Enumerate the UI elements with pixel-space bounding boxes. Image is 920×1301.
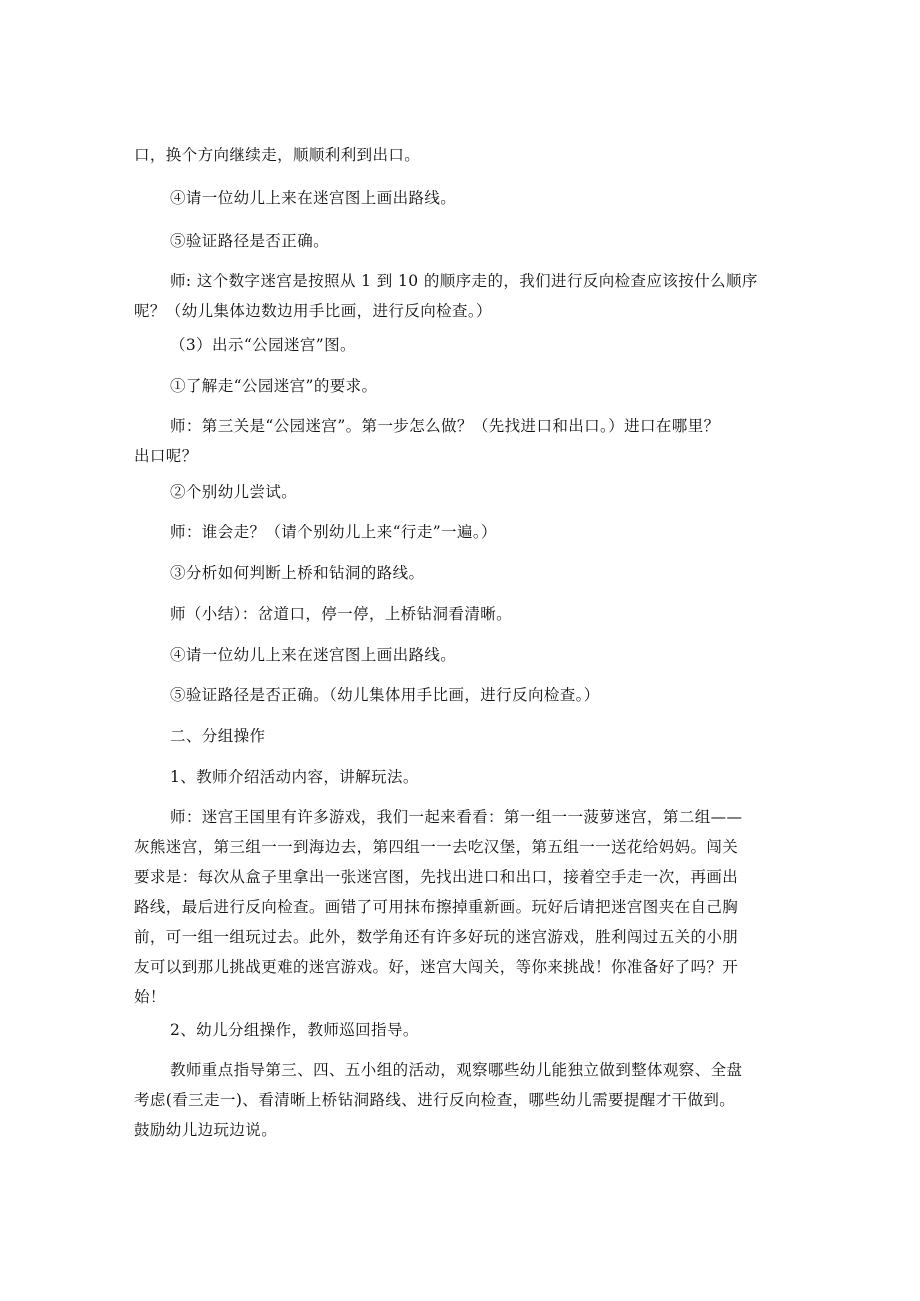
paragraph: [134, 558, 794, 588]
text-line: ⑤验证路径是否正确。: [170, 232, 330, 250]
text-line: 始！: [134, 988, 166, 1006]
text-line: 师（小结）：岔道口，停一停，上桥钻洞看清晰。: [170, 605, 513, 623]
text-line: ②个别幼儿尝试。: [170, 483, 298, 501]
text-line: 二、分组操作: [170, 727, 266, 745]
paragraph: [134, 802, 794, 1012]
paragraph: [134, 266, 794, 326]
paragraph: [134, 183, 794, 213]
text-line: 友可以到那儿挑战更难的迷宫游戏。好，迷宫大闯关，等你来挑战！你准备好了吗？开: [134, 958, 739, 976]
text-line: ③分析如何判断上桥和钻洞的路线。: [170, 564, 425, 582]
paragraph: [134, 226, 794, 256]
text-line: 要求是：每次从盒子里拿出一张迷宫图，先找出进口和出口，接着空手走一次，再画出: [134, 868, 739, 886]
paragraph: [134, 330, 794, 360]
text-line: 呢？（幼儿集体边数边用手比画，进行反向检查。）: [134, 302, 492, 320]
text-line: 师: 这个数字迷宫是按照从 1 到 10 的顺序走的，我们进行反向检查应该按什么顺序: [170, 272, 758, 290]
text-line: 前，可一组一组玩过去。此外，数学角还有许多好玩的迷宫游戏，胜利闯过五关的小朋: [134, 928, 739, 946]
paragraph: [134, 1015, 794, 1045]
text-line: 师：迷宫王国里有许多游戏，我们一起来看看：第一组一一菠萝迷宫，第二组——: [170, 808, 743, 826]
paragraph: [134, 140, 794, 170]
paragraph: [134, 762, 794, 792]
text-line: ④请一位幼儿上来在迷宫图上画出路线。: [170, 646, 457, 664]
text-line: 2、幼儿分组操作，教师巡回指导。: [170, 1021, 419, 1039]
text-line: （3）出示“公园迷宫”图。: [170, 336, 356, 354]
section-heading: [134, 721, 794, 751]
text-line: ④请一位幼儿上来在迷宫图上画出路线。: [170, 189, 457, 207]
paragraph: [134, 640, 794, 670]
text-line: ①了解走“公园迷宫”的要求。: [170, 377, 378, 395]
paragraph: [134, 1055, 794, 1145]
paragraph: [134, 411, 794, 471]
paragraph: [134, 371, 794, 401]
text-line: 师：谁会走？（请个别幼儿上来“行走”一遍。）: [170, 523, 497, 541]
text-line: 教师重点指导第三、四、五小组的活动，观察哪些幼儿能独立做到整体观察、全盘: [170, 1061, 743, 1079]
text-line: 1、教师介绍活动内容，讲解玩法。: [170, 768, 419, 786]
text-line: 灰熊迷宫，第三组一一到海边去，第四组一一去吃汉堡，第五组一一送花给妈妈。闯关: [134, 838, 739, 856]
paragraph: [134, 517, 794, 547]
text-line: 路线，最后进行反向检查。画错了可用抹布擦掉重新画。玩好后请把迷宫图夹在自己胸: [134, 898, 739, 916]
text-line: ⑤验证路径是否正确。（幼儿集体用手比画，进行反向检查。）: [170, 686, 600, 704]
paragraph: [134, 680, 794, 710]
text-line: 鼓励幼儿边玩边说。: [134, 1121, 278, 1139]
text-line: 口，换个方向继续走，顺顺利利到出口。: [134, 146, 421, 164]
text-line: 师：第三关是“公园迷宫”。第一步怎么做？（先找进口和出口。）进口在哪里？: [170, 417, 720, 435]
text-line: 考虑(看三走一)、看清晰上桥钻洞路线、进行反向检查，哪些幼儿需要提醒才干做到。: [134, 1091, 736, 1109]
text-line: 出口呢？: [134, 447, 198, 465]
paragraph: [134, 477, 794, 507]
paragraph: [134, 599, 794, 629]
